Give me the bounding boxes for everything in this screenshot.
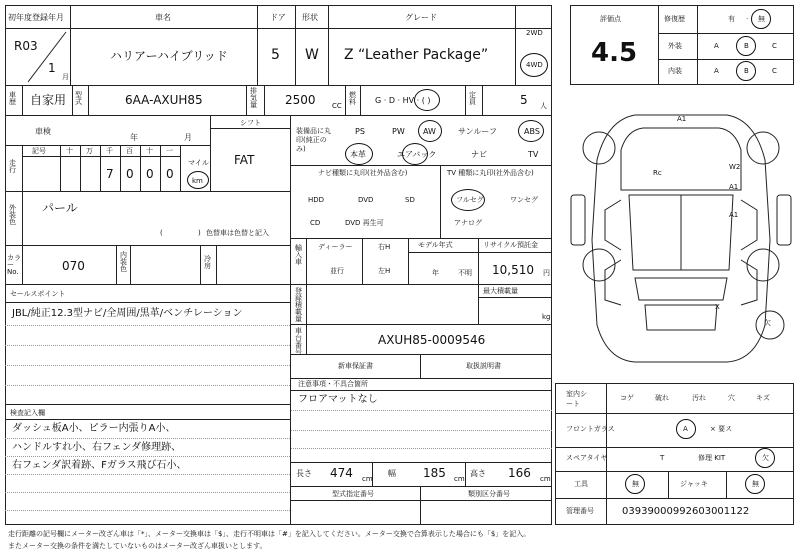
mgmt-label: 管理番号 [566, 507, 594, 515]
ext-grade-b: B [744, 42, 749, 50]
equip-aw: AW [423, 127, 436, 136]
mileage-col-o: 一 [166, 147, 173, 155]
height-label: 高さ [470, 469, 486, 478]
type-label: 車歴 [9, 91, 16, 106]
notes-label: 注意事項・不具合箇所 [298, 380, 368, 388]
mileage-label: 走行 [9, 159, 16, 174]
inspector-label: 検査記入欄 [10, 409, 45, 417]
color-label: 外装色 [9, 204, 16, 226]
footer-line-1: 走行距離の記号欄にメーター改ざん車は「*」、メーター交換車は「$」、走行不明車は「#」を記入してください。メーター交換で合算表示した場合にも「$」を記入。 [8, 530, 531, 538]
mileage-digit: 0 [146, 167, 154, 181]
type-value: 自家用 [30, 93, 67, 107]
equip-sunroof: サンルーフ [458, 127, 497, 136]
tv-oneseg: ワンセグ [510, 196, 538, 204]
damage-x-rear: X [715, 303, 720, 311]
length-value: 474 [330, 466, 353, 480]
door-label: ドア [270, 13, 286, 22]
interior-kizu: キズ [756, 394, 770, 402]
equip-airbag: エアバック [397, 150, 437, 159]
ext-grade-a: A [714, 42, 719, 50]
doors-value: 5 [271, 47, 280, 63]
drive-4wd-circle [520, 53, 548, 77]
int-label: 内装 [668, 67, 682, 75]
cool-label: 冷房 [204, 255, 211, 270]
car-damage-diagram [565, 100, 797, 375]
mileage-col-symbol: 記号 [32, 147, 46, 155]
int-grade-b: B [744, 67, 749, 75]
color-note-paren-close: ) [198, 229, 201, 237]
displacement: 2500 [285, 93, 316, 107]
jack-none: 無 [752, 480, 759, 488]
recycle-label: リサイクル預託金 [483, 241, 539, 249]
ext-label: 外装 [668, 42, 682, 50]
interior-seat-label: 室内シート [566, 390, 587, 408]
disp-unit: CC [332, 102, 342, 110]
color-note-paren: ( [160, 229, 163, 237]
mileage-col-t: 十 [146, 147, 153, 155]
car-name: ハリアーハイブリッド [110, 49, 228, 63]
code-label: カラーNo. [7, 254, 21, 276]
equip-ps: PS [355, 127, 365, 136]
color-code: 070 [62, 259, 85, 273]
drive-4wd: 4WD [526, 61, 543, 69]
width-value: 185 [423, 466, 446, 480]
damage-w2: W2 [729, 163, 741, 171]
equip-aw-circle [418, 120, 442, 142]
chassis-label: 車台番号 [295, 327, 302, 356]
tv-fullseg: フルセグ [456, 196, 484, 204]
equip-label: 装備品に丸印(純正のみ) [296, 127, 331, 154]
ext-grade-circle [736, 36, 756, 56]
damage-a1-front: A1 [677, 115, 687, 123]
inspection-label: 車検 [35, 127, 51, 136]
mileage-col-10m: 十 [66, 147, 73, 155]
jack-none-circle [745, 474, 765, 494]
inspector-line-3: 右フェンダ訳着跡、Fガラス飛び石小、 [12, 460, 187, 471]
color-value: パール [42, 201, 78, 215]
fuel-options: G · D · HV · ( ) [375, 96, 431, 105]
navi-sd: SD [405, 196, 415, 204]
spare-none-circle [755, 448, 775, 468]
footer-line-2: またメーター交換の条件を満たしていないものはメーター改ざん車扱いとします。 [8, 542, 267, 550]
mileage-digit: 0 [166, 167, 174, 181]
ext-grade-c: C [772, 42, 777, 50]
repair-label: 修復歴 [664, 15, 685, 23]
spare-repair-kit: 修理 KIT [698, 454, 726, 462]
mileage-col-h: 百 [126, 147, 133, 155]
reg-year: R03 [14, 39, 38, 53]
shift-value: FAT [234, 153, 255, 167]
tv-analog: アナログ [454, 219, 482, 227]
notes-text: フロアマットなし [298, 394, 378, 405]
spare-t: T [660, 454, 665, 462]
import-label: 輸入車 [295, 244, 302, 266]
capacity: 5 [520, 93, 528, 107]
tools-none-circle [625, 474, 645, 494]
interior-color-label: 内装色 [120, 251, 127, 273]
recycle-yen: 円 [543, 269, 550, 277]
repair-yes: 有 [728, 15, 735, 23]
cap-unit: 人 [540, 102, 547, 110]
equip-abs-circle [518, 120, 544, 142]
warranty-new: 新車保証書 [338, 362, 373, 370]
navi-dvd-play: DVD 再生可 [345, 219, 384, 227]
tools-none: 無 [632, 480, 639, 488]
tv-label: TV 種類に丸印(社外品含む) [447, 169, 534, 177]
unit-mile: マイル [188, 159, 209, 167]
interior-yogore: 汚れ [692, 394, 706, 402]
height-value: 166 [508, 466, 531, 480]
model-year-unknown: 不明 [458, 269, 472, 277]
import-lh: 左H [378, 267, 391, 275]
equip-leather-circle [345, 143, 373, 165]
length-unit: cm [362, 475, 373, 483]
equip-pw: PW [392, 127, 405, 136]
interior-yabure: 破れ [655, 394, 669, 402]
navi-label: ナビ種類に丸印(社外品含む) [318, 169, 408, 177]
int-grade-a: A [714, 67, 719, 75]
damage-a1-right-1: A1 [729, 183, 739, 191]
fuel-hv-circle [414, 89, 440, 111]
navi-cd: CD [310, 219, 321, 227]
model-year-label: モデル年式 [418, 241, 453, 249]
jack-label: ジャッキ [680, 480, 708, 488]
inspection-year: 年 [130, 133, 138, 142]
inspector-line-2: ハンドルすれ小、右フェンダ修理跡、 [12, 442, 182, 453]
damage-ke: 欠 [764, 319, 771, 327]
score-label: 評価点 [600, 15, 621, 23]
car-outline [565, 100, 797, 375]
width-label: 幅 [388, 469, 396, 478]
model-value: 6AA-AXUH85 [125, 93, 203, 107]
equip-airbag-circle [402, 143, 428, 165]
warranty-manual: 取扱説明書 [466, 362, 501, 370]
unit-km-circle [187, 171, 209, 189]
repair-no-circle [751, 9, 771, 29]
model-label: 型式 [75, 91, 82, 106]
drive-2wd: 2WD [526, 29, 543, 37]
repair-dot: · [746, 15, 749, 23]
equip-navi: ナビ [471, 150, 487, 159]
int-grade-c: C [772, 67, 777, 75]
inspector-line-1: ダッシュ板A小、ピラー内張りA小、 [12, 423, 176, 434]
height-unit: cm [540, 475, 551, 483]
mileage-col-k: 千 [106, 147, 113, 155]
chassis-value: AXUH85-0009546 [378, 333, 486, 347]
glass-a-circle [676, 419, 696, 439]
shift-label: シフト [240, 119, 261, 127]
score-value: 4.5 [591, 38, 638, 68]
type-cert-label: 型式指定番号 [332, 490, 374, 498]
equip-tv: TV [528, 150, 539, 159]
model-year-unit: 年 [432, 269, 439, 277]
shape-value: W [305, 47, 319, 63]
year-label: 初年度登録年月 [8, 13, 64, 22]
fuel-label: 燃料 [349, 91, 356, 106]
import-dealer: ディーラー [318, 243, 353, 251]
navi-dvd: DVD [358, 196, 374, 204]
tv-fullseg-circle [451, 189, 485, 211]
mileage-digit: 7 [106, 167, 114, 181]
width-unit: cm [454, 475, 465, 483]
mileage-col-m: 万 [86, 147, 93, 155]
max-load-label: 最大積載量 [483, 287, 518, 295]
equip-abs: ABS [524, 127, 540, 136]
spare-label: スペアタイヤ [566, 454, 608, 462]
sales-label: セールスポイント [10, 290, 66, 298]
interior-ana: 穴 [728, 394, 735, 402]
tools-label: 工具 [574, 480, 588, 488]
mgmt-value: 03939000992603001122 [622, 506, 750, 517]
navi-hdd: HDD [308, 196, 325, 204]
recycle-value: 10,510 [492, 263, 534, 277]
glass-x: × 要ス [710, 425, 733, 433]
month-unit: 月 [62, 73, 69, 81]
spare-none: 欠 [762, 454, 769, 462]
equip-leather: 本革 [350, 150, 366, 159]
load-unit: kg [542, 313, 551, 321]
load-label: 登録積載量 [295, 287, 302, 323]
class-label: 類別区分番号 [468, 490, 510, 498]
unit-km: km [192, 177, 203, 185]
int-grade-circle [736, 61, 756, 81]
grade-value: Z “Leather Package” [344, 47, 489, 63]
inspection-month: 月 [184, 133, 192, 142]
color-note: 色替車は色替と記入 [206, 229, 269, 237]
grade-label: グレード [405, 13, 437, 22]
disp-label: 排気量 [250, 87, 257, 109]
mileage-digit: 0 [126, 167, 134, 181]
shape-label: 形状 [302, 13, 318, 22]
glass-a: A [683, 425, 688, 433]
interior-koge: コゲ [620, 394, 634, 402]
import-parallel: 並行 [330, 267, 344, 275]
repair-no: 無 [758, 15, 765, 23]
import-rh: 右H [378, 243, 391, 251]
cap-label: 定員 [469, 91, 476, 106]
damage-rc: Rc [653, 169, 662, 177]
sales-text: JBL/純正12.3型ナビ/全周囲/黒革/ベンチレーション [12, 308, 243, 319]
damage-a1-right-2: A1 [729, 211, 739, 219]
name-label: 車名 [155, 13, 171, 22]
reg-month: 1 [48, 61, 56, 75]
length-label: 長さ [296, 469, 312, 478]
glass-label: フロントガラス [566, 425, 615, 433]
